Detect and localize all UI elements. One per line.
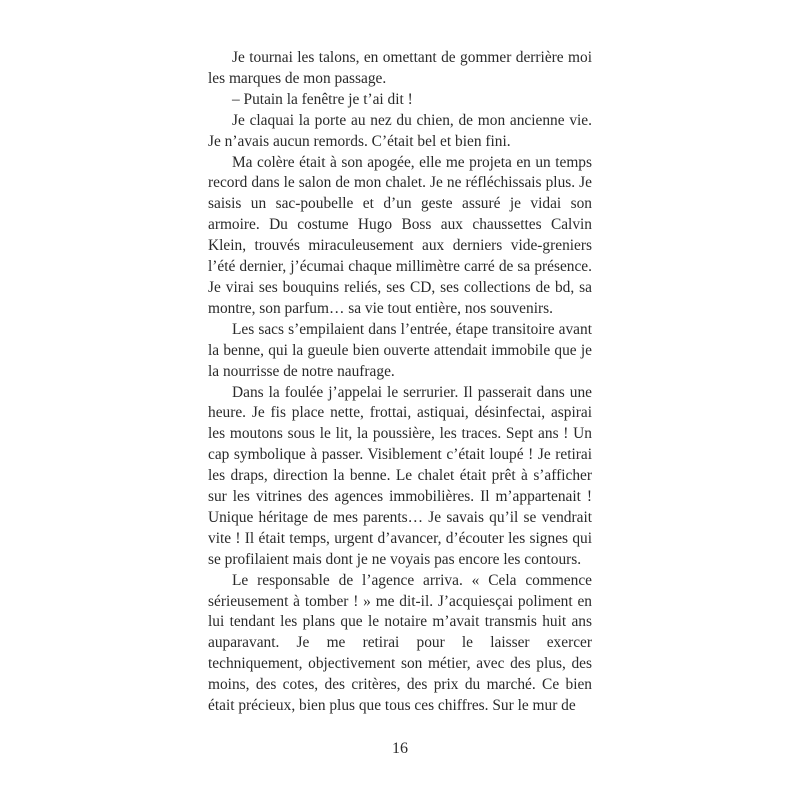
page-number: 16	[392, 740, 408, 757]
body-text	[208, 48, 592, 717]
paragraph: Les sacs s’empilaient dans l’entrée, étape transitoire avant la benne, qui la gueule bien ouverte attendait immobile que je la nourrisse de notre naufrage.	[208, 320, 592, 380]
paragraph: Ma colère était à son apogée, elle me projeta en un temps record dans le salon de mon chalet. Je ne réfléchissais plus. Je saisis un sac-poubelle et d’un geste assuré je vidai son armoire. Du costume Hugo Boss aux chaussettes Calvin Klein, trouvés miraculeusement aux derniers vide-greniers l’été dernier, j’écumai chaque millimètre carré de sa présence. Je virai ses bouquins reliés, ses CD, ses collections de bd, sa montre, son parfum… sa vie tout entière, nos souvenirs.	[208, 153, 592, 317]
paragraph: Dans la foulée j’appelai le serrurier. Il passerait dans une heure. Je fis place nette, frottai, astiquai, désinfectai, aspirai les moutons sous le lit, la poussière, les traces. Sept ans ! Un cap symbolique à passer. Visiblement c’était loupé ! Je retirai les draps, direction la benne. Le chalet était prêt à s’afficher sur les vitrines des agences immobilières. Il m’appartenait ! Unique héritage de mes parents… Je savais qu’il se vendrait vite ! Il était temps, urgent d’avancer, d’écouter les signes qui se profilaient mais dont je ne voyais pas encore les contours.	[208, 383, 592, 568]
paragraph: Je tournai les talons, en omettant de gommer derrière moi les marques de mon passage.	[208, 49, 592, 87]
paragraph: Le responsable de l’agence arriva. « Cela commence sérieusement à tomber ! » me dit-il. J’acquiesçai poliment en lui tendant les plans que le notaire m’avait transmis huit ans auparavant. Je me retirai pour le laisser exercer techniquement, objectivement son métier, avec des plus, des moins, des cotes, des critères, des prix du marché. Ce bien était précieux, bien plus que tous ces chiffres. Sur le mur de	[208, 571, 592, 715]
paragraph: Je claquai la porte au nez du chien, de mon ancienne vie. Je n’avais aucun remords. C’était bel et bien fini.	[208, 111, 592, 150]
paragraph-dialogue: – Putain la fenêtre je t’ai dit !	[232, 90, 413, 108]
